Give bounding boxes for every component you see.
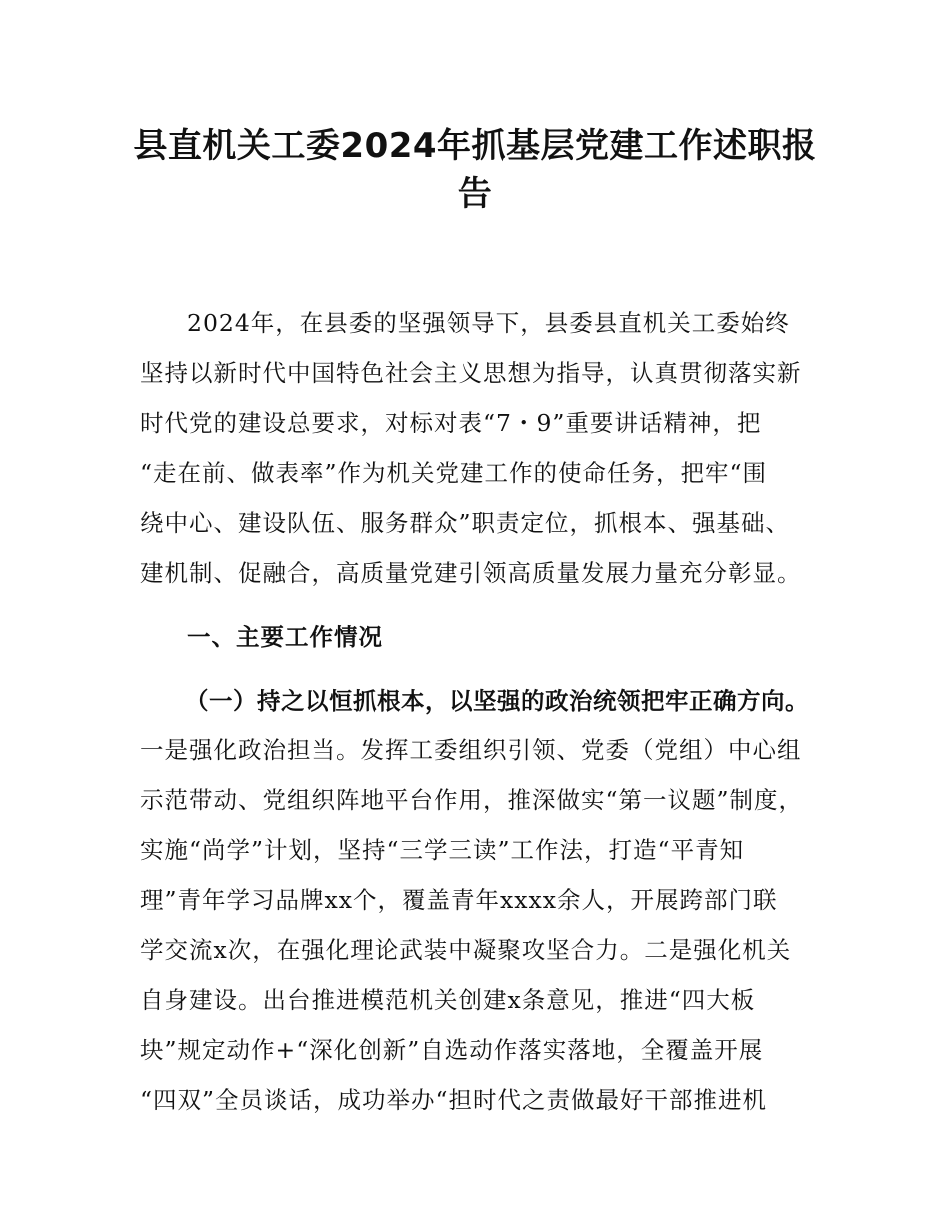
intro-paragraph-line: 2024年，在县委的坚强领导下，县委县直机关工委始终 bbox=[187, 309, 790, 337]
body-paragraph-line: 自身建设。出台推进模范机关创建x条意见，推进“四大板 bbox=[140, 986, 756, 1014]
intro-paragraph-line: 坚持以新时代中国特色社会主义思想为指导，认真贯彻落实新 bbox=[140, 359, 802, 387]
body-paragraph-line: “四双”全员谈话，成功举办“担时代之责做最好干部推进机 bbox=[140, 1086, 768, 1114]
document-title-line-1: 县直机关工委2024年抓基层党建工作述职报 bbox=[133, 126, 817, 166]
body-paragraph-line: 学交流x次，在强化理论武装中凝聚攻坚合力。二是强化机关 bbox=[140, 936, 792, 964]
body-paragraph-line: 实施“尚学”计划，坚持“三学三读”工作法，打造“平青知 bbox=[140, 836, 745, 864]
section-heading: 一、主要工作情况 bbox=[187, 623, 383, 651]
intro-paragraph-line: “走在前、做表率”作为机关党建工作的使命任务，把牢“围 bbox=[140, 459, 768, 487]
intro-paragraph-line: 建机制、促融合，高质量党建引领高质量发展力量充分彰显。 bbox=[140, 559, 802, 587]
intro-paragraph-line: 时代党的建设总要求，对标对表“7・9”重要讲话精神，把 bbox=[140, 409, 762, 437]
body-paragraph-line: 示范带动、党组织阵地平台作用，推深做实“第一议题”制度， bbox=[140, 786, 804, 814]
body-paragraph-line: 理”青年学习品牌xx个，覆盖青年xxxx余人，开展跨部门联 bbox=[140, 886, 778, 914]
intro-paragraph-line: 绕中心、建设队伍、服务群众”职责定位，抓根本、强基础、 bbox=[140, 509, 791, 537]
body-paragraph-line: 一是强化政治担当。发挥工委组织引领、党委（党组）中心组 bbox=[140, 736, 802, 764]
document-title-line-2: 告 bbox=[457, 174, 493, 214]
subsection-heading: （一）持之以恒抓根本，以坚强的政治统领把牢正确方向。 bbox=[185, 687, 809, 715]
body-paragraph-line: 块”规定动作+“深化创新”自选动作落实落地，全覆盖开展 bbox=[140, 1036, 764, 1064]
